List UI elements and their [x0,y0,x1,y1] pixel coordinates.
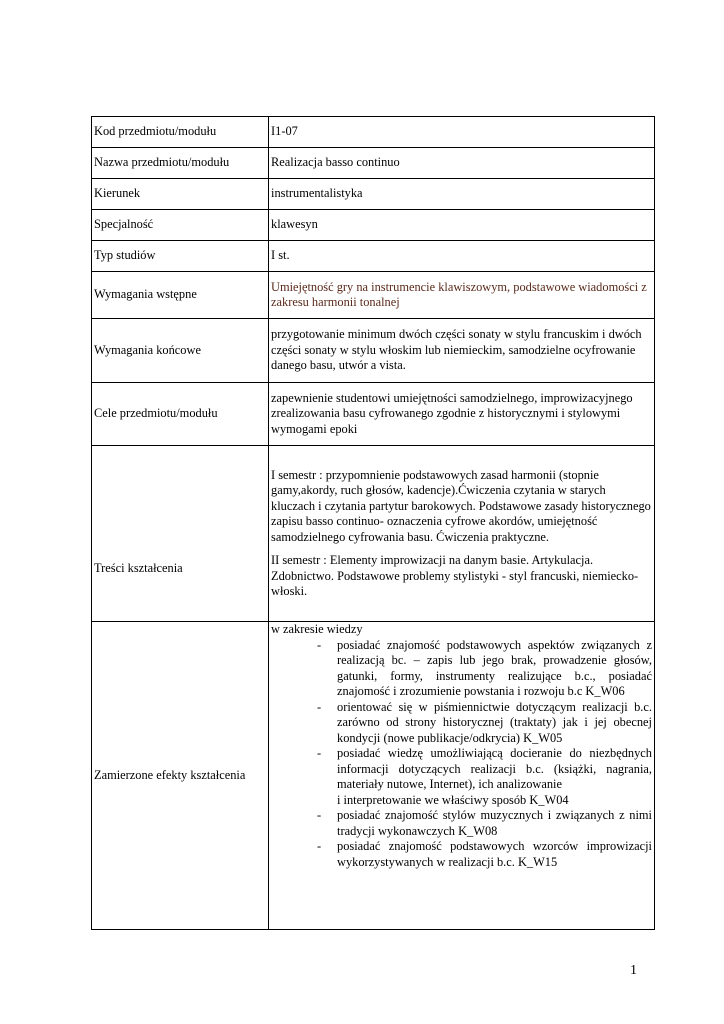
row-value [269,446,655,622]
table-row [92,446,655,622]
row-label: Zamierzone efekty kształcenia [92,622,269,930]
table-row [92,179,655,210]
row-value: przygotowanie minimum dwóch części sonaty w stylu francuskim i dwóch części sonaty w stylu włoskim lub niemieckim, samodzielne ocyfrowanie danego basu, utwór a vista. [269,319,655,383]
row-value: instrumentalistyka [269,179,655,210]
list-item-text: orientować się w piśmiennictwie dotyczącym realizacji b.c. zarówno od strony historycznej (traktaty) jak i jej obecnej kondycji (nowe publikacje/odkrycia) K_W05 [337,699,652,745]
semester-2-text: II semestr : Elementy improwizacji na danym basie. Artykulacja. Zdobnictwo. Podstawowe problemy stylistyki - styl francuski, niemiecko- włoski. [271,553,639,598]
row-label: Specjalność [92,210,269,241]
row-label: Kierunek [92,179,269,210]
list-dash: - [317,746,322,760]
list-item [317,808,652,839]
table-row [92,210,655,241]
list-item-text: posiadać znajomość podstawowych aspektów związanych z realizacją bc. – zapis lub jego brak, prowadzenie głosów, gatunki, formy, instrumenty realizujące b.c., posiadać znajomość i zrozumienie powstania i rozwoju b.c K_W06 [337,637,652,698]
list-dash: - [317,699,322,714]
list-item-text: posiadać wiedzę umożliwiającą docieranie do niezbędnych informacji dotyczących realizacji b.c. (książki, nagrania, materiały nutowe, Internet), ich analizowanie [337,746,652,791]
row-label: Kod przedmiotu/modułu [92,117,269,148]
list-item-text: posiadać znajomość stylów muzycznych i związanych z nimi tradycji wykonawczych K_W08 [337,808,652,838]
row-label: Cele przedmiotu/modułu [92,383,269,446]
list-dash: - [317,808,322,822]
list-item [317,746,652,808]
row-label: Typ studiów [92,241,269,272]
outcomes-intro: w zakresie wiedzy [271,622,363,636]
list-item-text: posiadać znajomość podstawowych wzorców improwizacji wykorzystywanych w realizacji b.c. K_W15 [337,839,652,869]
row-label: Nazwa przedmiotu/modułu [92,148,269,179]
table-row [92,272,655,319]
row-value: I1-07 [269,117,655,148]
page-number: 1 [630,963,637,978]
row-label: Treści kształcenia [92,446,269,622]
row-value: klawesyn [269,210,655,241]
table-row [92,148,655,179]
row-value: zapewnienie studentowi umiejętności samodzielnego, improwizacyjnego zrealizowania basu cyfrowanego zgodnie z historycznymi i stylowymi wymogami epoki [269,383,655,446]
table-row [92,117,655,148]
row-value [269,622,655,930]
table-row [92,622,655,930]
row-label: Wymagania wstępne [92,272,269,319]
table-row [92,383,655,446]
list-item [317,839,652,870]
list-item-continuation: i interpretowanie we właściwy sposób K_W04 [337,792,569,807]
list-dash: - [317,637,322,652]
list-dash: - [317,839,322,853]
row-value: Umiejętność gry na instrumencie klawiszowym, podstawowe wiadomości z zakresu harmonii tonalnej [269,272,655,319]
list-item [317,700,652,747]
table-row [92,319,655,383]
list-item [317,638,652,700]
row-value: I st. [269,241,655,272]
row-value: Realizacja basso continuo [269,148,655,179]
row-label: Wymagania końcowe [92,319,269,383]
semester-1-text: I semestr : przypomnienie podstawowych zasad harmonii (stopnie gamy,akordy, ruch głosów, kadencje).Ćwiczenia czytania w starych kluczach i czytania partytur barokowych. Podstawowe zasady historycznego zapisu basso continuo- oznaczenia cyfrowe akordów, umiejętność samodzielnego cyfrowania basu. Ćwiczenia praktyczne. [271,467,651,544]
outcomes-list [271,638,652,871]
table-row [92,241,655,272]
course-table [91,116,655,930]
